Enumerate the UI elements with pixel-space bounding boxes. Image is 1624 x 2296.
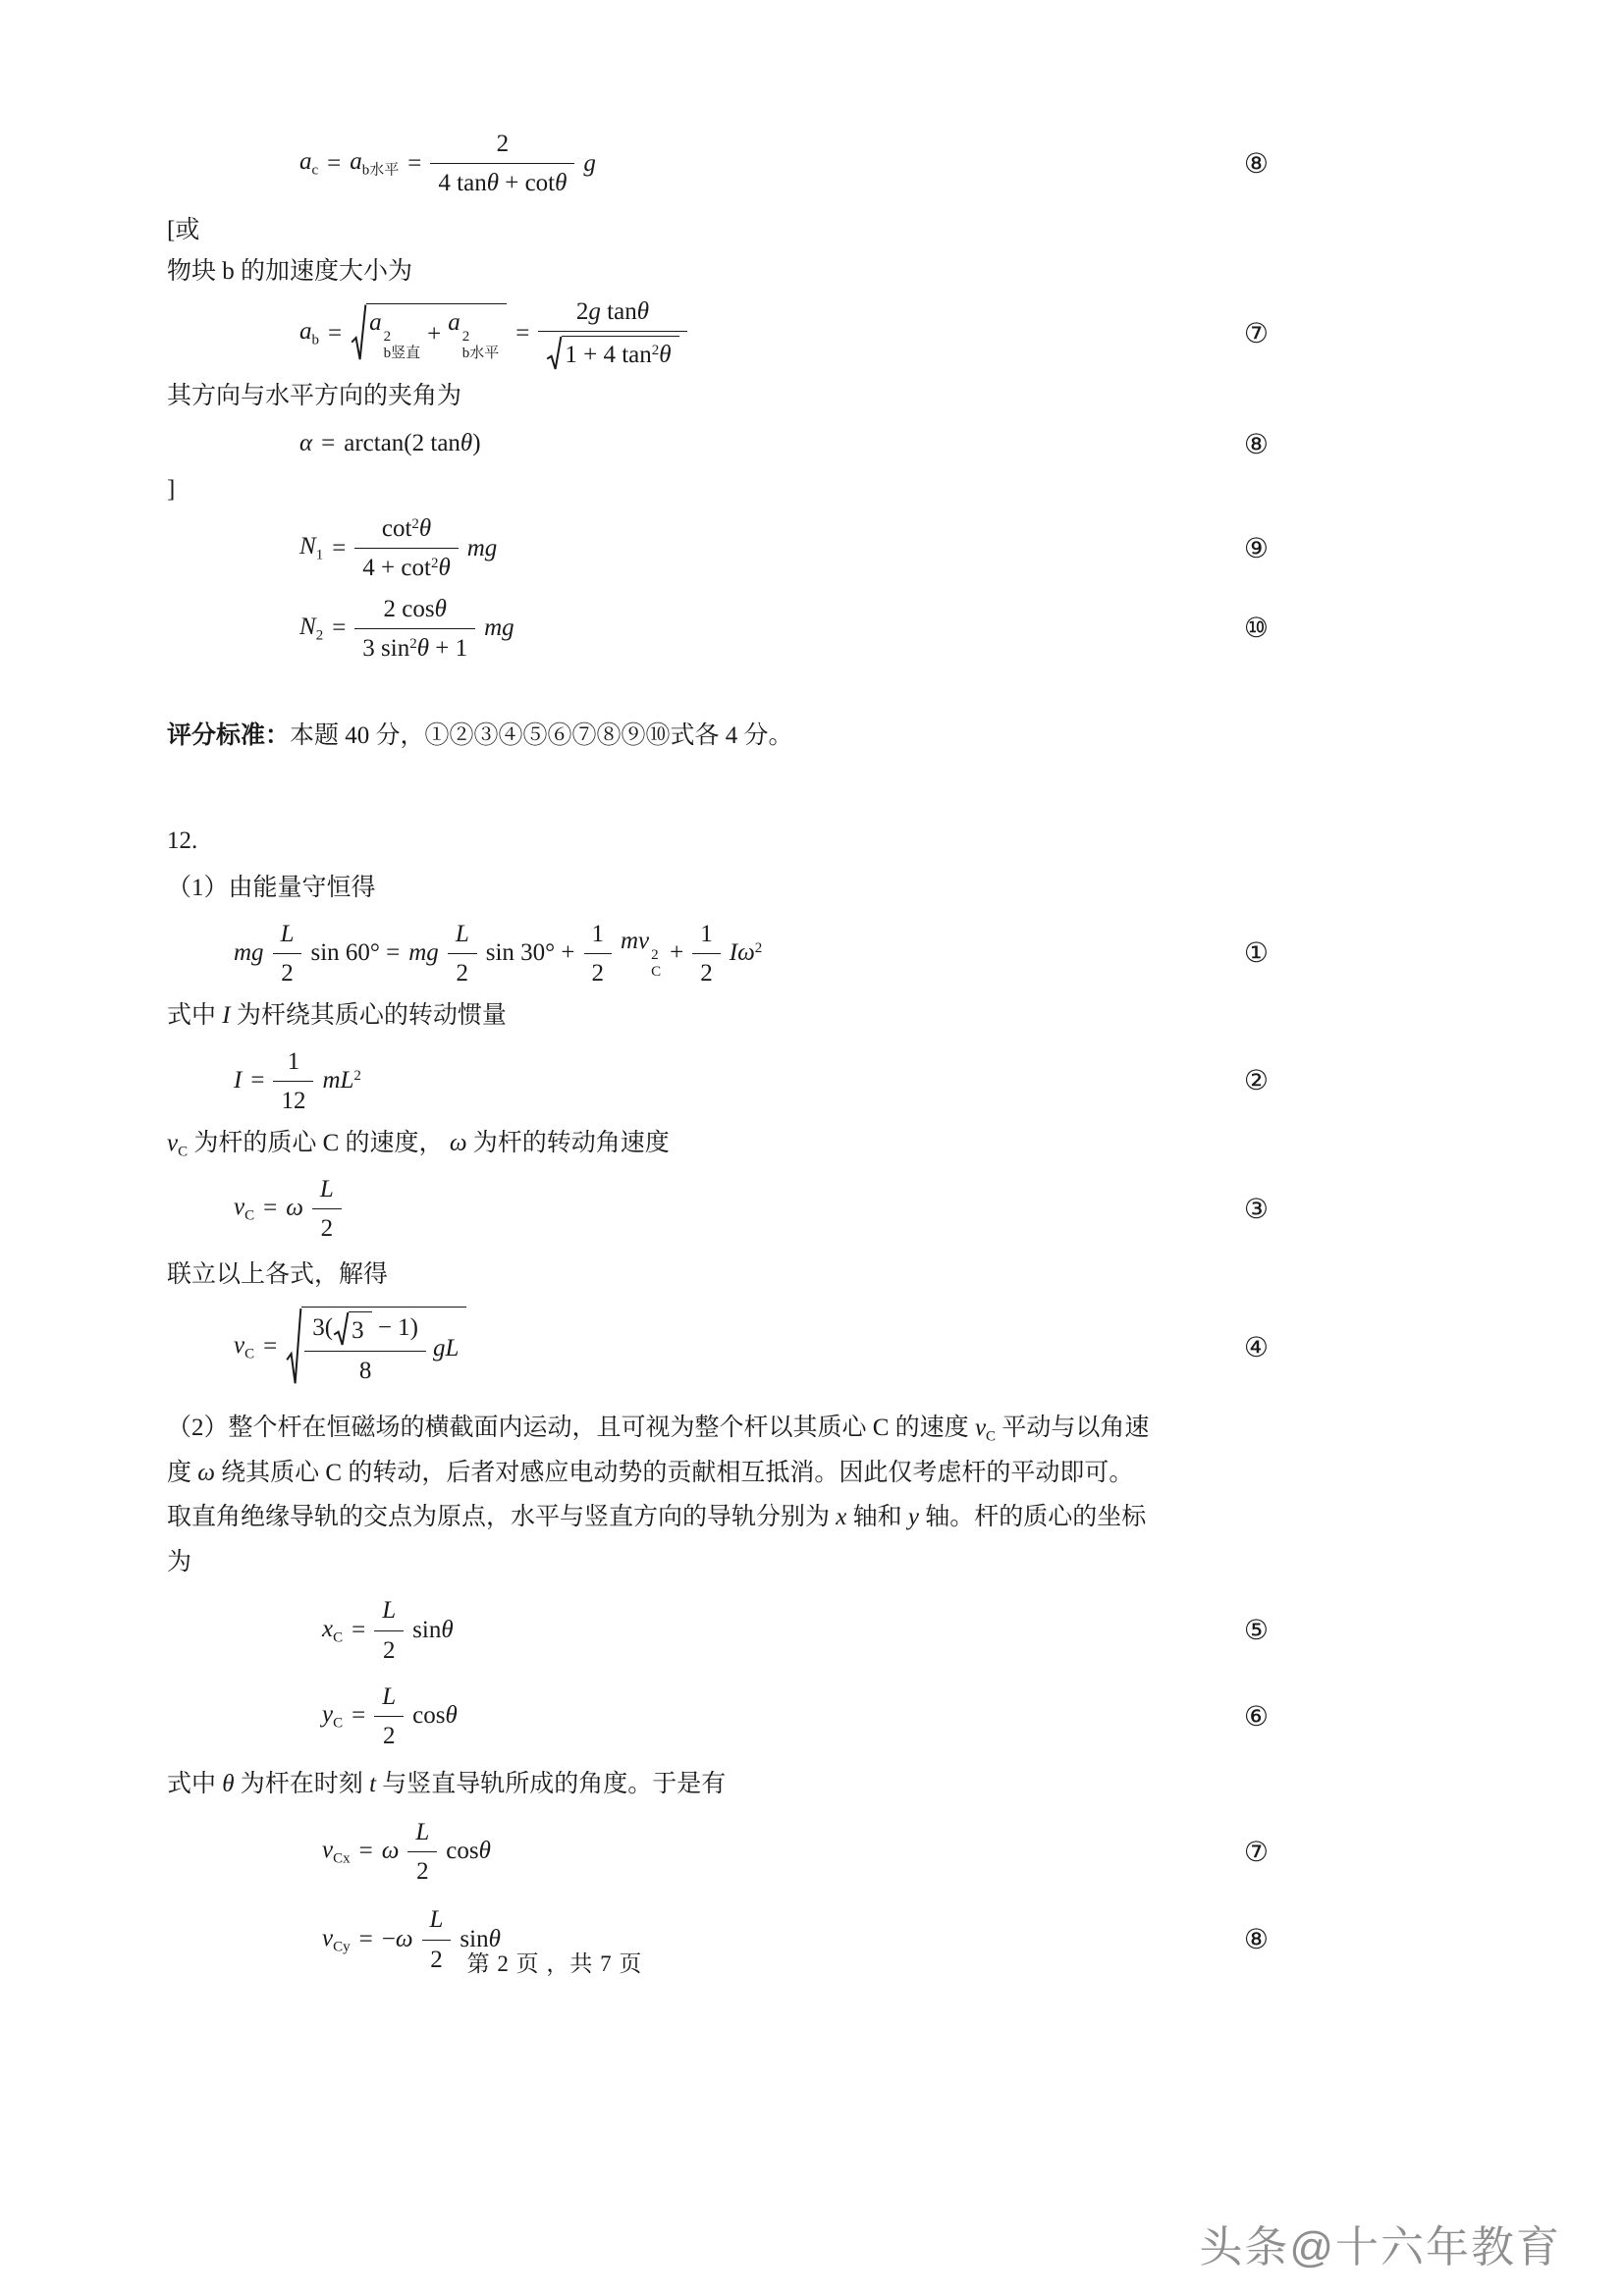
radical-sign-icon — [286, 1307, 301, 1389]
math-var: g — [583, 149, 596, 177]
math-num: 2 — [281, 959, 294, 987]
body-text: 式中 — [167, 1771, 223, 1798]
math-var: θ — [636, 297, 649, 325]
math-num: 2 — [575, 297, 589, 325]
math-var: θ — [486, 170, 499, 197]
fraction-denominator — [448, 954, 477, 989]
equation-number: ⑦ — [1243, 1837, 1269, 1868]
math-num: 2 — [320, 1215, 334, 1242]
math-var: a — [299, 148, 312, 176]
page-content — [167, 116, 1296, 1976]
fraction-denominator — [374, 1631, 404, 1667]
body-text: 为杆在时刻 — [234, 1771, 370, 1798]
radical-sign-icon — [546, 336, 562, 371]
math-var: v — [322, 1837, 334, 1864]
math-term — [565, 340, 671, 370]
fraction-numerator — [448, 918, 477, 954]
math-term — [234, 1330, 254, 1364]
bracket-open-line — [167, 210, 1296, 252]
math-op: = — [263, 1195, 278, 1222]
body-text: 取直角绝缘导轨的交点为原点，水平与竖直方向的导轨分别为 — [167, 1504, 837, 1531]
fraction — [312, 1173, 342, 1246]
math-fn: 1 + 4 tan — [565, 341, 652, 368]
math-var: α — [299, 430, 313, 457]
math-sub: C — [244, 1207, 255, 1224]
math-var: ω — [381, 1838, 400, 1865]
eq-a-b-magnitude — [299, 295, 687, 373]
math-var: L — [319, 1175, 334, 1202]
eq-inertia-row — [167, 1045, 1296, 1118]
math-fn: 2 cos — [383, 595, 435, 622]
math-num: 12 — [281, 1087, 306, 1114]
math-var: y — [907, 1504, 919, 1531]
text-line — [167, 995, 1296, 1038]
eq-alpha — [299, 428, 481, 460]
radicand — [301, 1307, 466, 1389]
fraction-numerator — [692, 918, 721, 954]
watermark — [1199, 2212, 1561, 2274]
square-root — [286, 1307, 466, 1389]
eq-yc — [322, 1681, 458, 1753]
equation-number: ⑧ — [1243, 148, 1269, 180]
equation-number: ⑦ — [1243, 318, 1269, 349]
math-op: = — [352, 1702, 366, 1730]
math-var: θ — [416, 634, 430, 662]
body-text: 为杆的转动角速度 — [466, 1130, 670, 1156]
math-var: a — [299, 318, 312, 346]
math-fn: sin — [460, 1925, 489, 1952]
math-fn: 4 + cot — [362, 555, 431, 582]
radicand — [366, 303, 507, 363]
fraction-numerator — [407, 1816, 437, 1852]
grading-text: 本题 40 分，①②③④⑤⑥⑦⑧⑨⑩式各 4 分。 — [290, 722, 793, 749]
math-var: θ — [222, 1771, 235, 1798]
bracket-close: ] — [167, 475, 176, 503]
math-var: L — [429, 1906, 444, 1934]
math-var: g — [588, 297, 601, 325]
math-op: = — [352, 1616, 366, 1643]
math-fn: + cot — [498, 170, 556, 197]
paragraph-line — [167, 1406, 1296, 1451]
math-op: + — [670, 939, 684, 966]
fraction-numerator — [584, 918, 613, 954]
math-var: L — [455, 920, 469, 947]
eq-vcx-row — [167, 1816, 1296, 1889]
text-line — [167, 1123, 1296, 1165]
fraction — [538, 295, 686, 373]
fraction-numerator — [354, 593, 475, 629]
math-op: = — [515, 319, 530, 347]
math-sub: b水平 — [461, 346, 500, 361]
fraction — [374, 1681, 404, 1753]
eq-vc-result — [234, 1307, 466, 1389]
math-fn: sin — [412, 1616, 442, 1643]
part1-intro — [167, 868, 1296, 910]
eq-alpha-row — [167, 428, 1296, 461]
equation-number: ⑥ — [1243, 1701, 1269, 1733]
eq-vcx — [322, 1816, 491, 1889]
math-op: = — [358, 1925, 373, 1952]
math-sub: c — [311, 162, 319, 179]
math-var: a — [350, 148, 362, 176]
body-text: 度 — [167, 1459, 198, 1486]
math-num: 2 — [416, 1858, 429, 1886]
math-term — [344, 428, 480, 460]
math-term — [730, 937, 762, 970]
math-var: mg — [234, 939, 264, 966]
body-text: （2）整个杆在恒磁场的横截面内运动，且可视为整个杆以其质心 C 的速度 — [167, 1415, 975, 1442]
math-term — [412, 1615, 453, 1647]
math-sub: C — [333, 1629, 344, 1645]
eq-vc-result-row — [167, 1307, 1296, 1389]
math-num: 1 — [700, 920, 713, 947]
fraction-denominator — [430, 164, 574, 199]
math-var: N — [299, 613, 316, 640]
math-num: 2 — [700, 959, 713, 987]
math-var: v — [974, 1415, 987, 1442]
math-term — [446, 1836, 491, 1868]
math-sub: b水平 — [361, 162, 400, 179]
fraction-denominator — [538, 332, 686, 372]
math-term — [299, 531, 323, 565]
math-sup: 2 — [651, 946, 659, 963]
paragraph-line — [167, 1495, 1296, 1540]
math-sup: 2 — [461, 328, 470, 345]
body-text: 平动与以角速 — [996, 1415, 1150, 1442]
fraction — [374, 1594, 404, 1667]
fraction-denominator — [374, 1717, 404, 1752]
math-term — [299, 146, 318, 181]
fraction-numerator — [354, 512, 458, 549]
math-var: x — [322, 1615, 334, 1642]
math-fn: sin 60° = — [310, 939, 401, 966]
fraction-numerator — [430, 128, 574, 164]
math-op: = — [407, 149, 422, 177]
math-var: θ — [434, 595, 447, 622]
body-text: （1）由能量守恒得 — [167, 875, 376, 901]
math-var: t — [369, 1771, 377, 1798]
math-var: θ — [659, 341, 672, 368]
math-sub: C — [986, 1428, 997, 1445]
math-term — [322, 1614, 343, 1648]
math-sub: 1 — [315, 547, 324, 563]
body-text: 为杆绕其质心的转动惯量 — [230, 1002, 507, 1029]
math-op: + — [427, 321, 442, 347]
fraction — [584, 918, 613, 990]
math-term — [448, 307, 499, 362]
fraction-denominator — [692, 954, 721, 989]
math-var: v — [167, 1130, 179, 1156]
math-var: θ — [445, 1702, 458, 1730]
body-text: 轴。杆的质心的坐标 — [919, 1504, 1147, 1531]
part2-paragraph — [167, 1406, 1296, 1584]
math-fn: 3 sin — [362, 634, 410, 662]
math-term — [412, 1700, 458, 1733]
fraction-denominator — [407, 1852, 437, 1888]
fraction-numerator — [422, 1903, 452, 1940]
equation-number: ⑧ — [1243, 1925, 1269, 1956]
math-var: θ — [488, 1925, 501, 1952]
fraction — [407, 1816, 437, 1889]
fraction-numerator — [312, 1173, 342, 1209]
eq-energy-conservation — [234, 918, 762, 990]
fraction — [692, 918, 721, 990]
math-term — [322, 1835, 351, 1869]
fraction-numerator — [374, 1681, 404, 1717]
math-var: L — [382, 1597, 397, 1625]
fraction-denominator — [354, 549, 458, 584]
body-text: 绕其质心 C 的转动，后者对感应电动势的贡献相互抵消。因此仅考虑杆的平动即可。 — [214, 1459, 1134, 1486]
equation-number: ⑤ — [1243, 1616, 1269, 1647]
sup-sub-stack — [462, 329, 500, 363]
math-sub: C — [651, 964, 662, 980]
math-var: v — [234, 1332, 245, 1360]
eq-moment-of-inertia — [234, 1045, 361, 1118]
math-op: = — [332, 614, 347, 641]
fraction-numerator — [273, 918, 302, 954]
fraction — [430, 128, 574, 200]
math-sub: C — [178, 1144, 189, 1160]
math-sup: 2 — [353, 1067, 361, 1084]
math-num: − 1) — [371, 1313, 418, 1341]
math-sub: 2 — [315, 627, 324, 644]
body-text: 物块 b 的加速度大小为 — [167, 258, 413, 285]
question-number — [167, 821, 1296, 863]
math-var: a — [448, 309, 460, 337]
math-term — [322, 1065, 360, 1097]
fraction-denominator — [273, 954, 302, 989]
eq-n2 — [299, 593, 514, 666]
math-var: Iω — [729, 939, 755, 966]
body-text: 轴和 — [846, 1504, 908, 1531]
paragraph-line — [167, 1451, 1296, 1496]
math-fn: 4 tan — [438, 170, 487, 197]
math-var: θ — [418, 515, 432, 542]
math-fn: cos — [446, 1838, 479, 1865]
math-num: 3( — [312, 1313, 334, 1341]
math-minus: − — [381, 1925, 396, 1952]
equation-number: ⑩ — [1243, 614, 1269, 645]
math-sub: Cy — [333, 1938, 351, 1954]
math-term — [299, 316, 319, 350]
math-var: I — [222, 1002, 231, 1029]
math-op: = — [358, 1838, 373, 1865]
radical-sign-icon — [351, 303, 366, 363]
math-fn: tan — [600, 297, 637, 325]
fraction — [354, 512, 458, 585]
radicand — [562, 336, 678, 371]
watermark-text: 头条@十六年教育 — [1199, 2223, 1561, 2271]
eq-energy-row — [167, 918, 1296, 990]
math-num: 8 — [358, 1358, 372, 1384]
eq-yc-row — [167, 1681, 1296, 1753]
math-paren: ) — [472, 430, 481, 457]
eq-vc-omega-row — [167, 1173, 1296, 1246]
math-var: v — [234, 1194, 245, 1221]
math-fn: cot — [381, 515, 412, 542]
math-num: 2 — [382, 1636, 396, 1664]
math-num: 2 — [382, 1723, 396, 1750]
equation-number: ④ — [1243, 1332, 1269, 1363]
fraction — [273, 1045, 313, 1118]
math-var: ω — [395, 1925, 413, 1952]
fraction — [273, 918, 302, 990]
fraction-numerator — [304, 1310, 426, 1352]
math-num: 2 — [456, 959, 469, 987]
math-op: = — [328, 319, 343, 347]
fraction-numerator — [374, 1594, 404, 1630]
math-var: N — [299, 533, 316, 561]
math-op: = — [263, 1333, 278, 1361]
math-var: θ — [555, 170, 568, 197]
math-var: x — [836, 1504, 847, 1531]
math-sup: 2 — [383, 328, 392, 345]
math-var: ω — [449, 1130, 467, 1156]
eq-n1-row — [167, 512, 1296, 585]
bracket-close-line — [167, 469, 1296, 511]
text-line — [167, 251, 1296, 294]
text-line — [167, 1255, 1296, 1297]
eq-n1 — [299, 512, 497, 585]
math-term — [369, 307, 420, 362]
math-var: L — [280, 920, 295, 947]
math-var: a — [369, 309, 382, 337]
math-var: v — [322, 1924, 334, 1951]
square-root — [333, 1311, 372, 1347]
text-line — [167, 1764, 1296, 1806]
fraction-denominator — [273, 1082, 313, 1117]
math-num: + 1 — [429, 634, 468, 662]
square-root — [351, 303, 507, 363]
math-num: 1 — [591, 920, 604, 947]
grading-line — [167, 716, 1296, 758]
math-op: = — [332, 534, 347, 561]
math-var: θ — [460, 430, 473, 457]
math-var: ω — [197, 1459, 215, 1486]
math-sup: 2 — [754, 939, 763, 956]
fraction-denominator — [312, 1209, 342, 1245]
math-num: 2 — [496, 131, 510, 157]
math-var: mg — [466, 534, 498, 561]
math-var: θ — [438, 555, 451, 582]
math-term — [234, 1192, 254, 1226]
grading-label: 评分标准： — [167, 722, 291, 749]
math-term — [350, 146, 399, 181]
text-line — [167, 376, 1296, 418]
math-var: gL — [433, 1334, 460, 1362]
math-var: ω — [286, 1195, 303, 1222]
math-sup: 2 — [409, 635, 417, 652]
equation-number: ③ — [1243, 1194, 1269, 1225]
math-op: = — [321, 430, 336, 457]
math-var: θ — [478, 1838, 491, 1865]
math-num: 2 — [430, 1946, 443, 1973]
math-term — [621, 926, 661, 981]
math-num: 1 — [287, 1047, 300, 1075]
eq-a-c-row — [167, 128, 1296, 200]
math-op: = — [327, 149, 342, 177]
math-var: mg — [484, 614, 514, 641]
body-text: 联立以上各式，解得 — [167, 1261, 389, 1289]
math-var: θ — [441, 1616, 454, 1643]
math-sup: 2 — [430, 556, 439, 571]
radical-sign-icon — [333, 1311, 349, 1347]
eq-n2-row — [167, 593, 1296, 666]
math-sub: C — [244, 1346, 255, 1362]
math-term — [299, 612, 323, 646]
paragraph-line — [167, 1540, 1296, 1585]
math-fn: sin 30° + — [485, 939, 575, 966]
square-root — [546, 336, 678, 371]
equation-number: ⑧ — [1243, 429, 1269, 460]
math-var: y — [322, 1701, 334, 1729]
sup-sub-stack — [384, 329, 421, 363]
equation-number: ⑨ — [1243, 533, 1269, 564]
math-num: 3 — [352, 1316, 364, 1344]
body-text: 其方向与水平方向的夹角为 — [167, 383, 462, 409]
fraction-numerator — [273, 1045, 313, 1082]
math-var: L — [382, 1682, 397, 1710]
sup-sub-stack — [651, 947, 661, 982]
radicand — [349, 1311, 372, 1347]
body-text: 与竖直导轨所成的角度。于是有 — [376, 1771, 727, 1798]
body-text: 式中 — [167, 1002, 223, 1029]
math-op: = — [250, 1067, 265, 1094]
eq-xc-row — [167, 1594, 1296, 1667]
question-number-text: 12. — [167, 827, 198, 854]
eq-vc-omega — [234, 1173, 342, 1246]
page-footer-text: 第 2 页 ，共 7 页 — [466, 1951, 643, 1976]
body-text: 为 — [167, 1548, 192, 1575]
fraction-denominator — [354, 629, 475, 665]
fraction — [448, 918, 477, 990]
math-fn: cos — [412, 1702, 446, 1730]
math-var: mg — [408, 939, 439, 966]
math-num: 2 — [591, 959, 604, 987]
equation-number: ① — [1243, 938, 1269, 970]
page-footer — [167, 1946, 943, 1978]
eq-a-b-row — [167, 295, 1296, 373]
math-var: L — [415, 1818, 430, 1845]
math-sub: b — [311, 332, 319, 348]
equation-number: ② — [1243, 1066, 1269, 1097]
math-sub: b竖直 — [383, 346, 421, 361]
math-sub: C — [333, 1715, 344, 1732]
math-fn: arctan(2 tan — [344, 430, 460, 457]
math-var: I — [234, 1067, 243, 1094]
fraction-denominator — [584, 954, 613, 989]
math-sup: 2 — [651, 342, 660, 358]
math-var: mv — [621, 928, 650, 955]
eq-a-c — [299, 128, 596, 200]
bracket-open: [或 — [167, 216, 200, 243]
math-term — [322, 1699, 343, 1734]
math-sup: 2 — [411, 515, 419, 532]
math-sub: Cx — [333, 1850, 351, 1867]
fraction-denominator — [304, 1352, 426, 1387]
math-var: mL — [322, 1067, 354, 1094]
fraction — [304, 1310, 426, 1388]
eq-xc — [322, 1594, 454, 1667]
body-text: 为杆的质心 C 的速度， — [188, 1130, 450, 1156]
fraction-numerator — [538, 295, 686, 332]
fraction — [354, 593, 475, 666]
